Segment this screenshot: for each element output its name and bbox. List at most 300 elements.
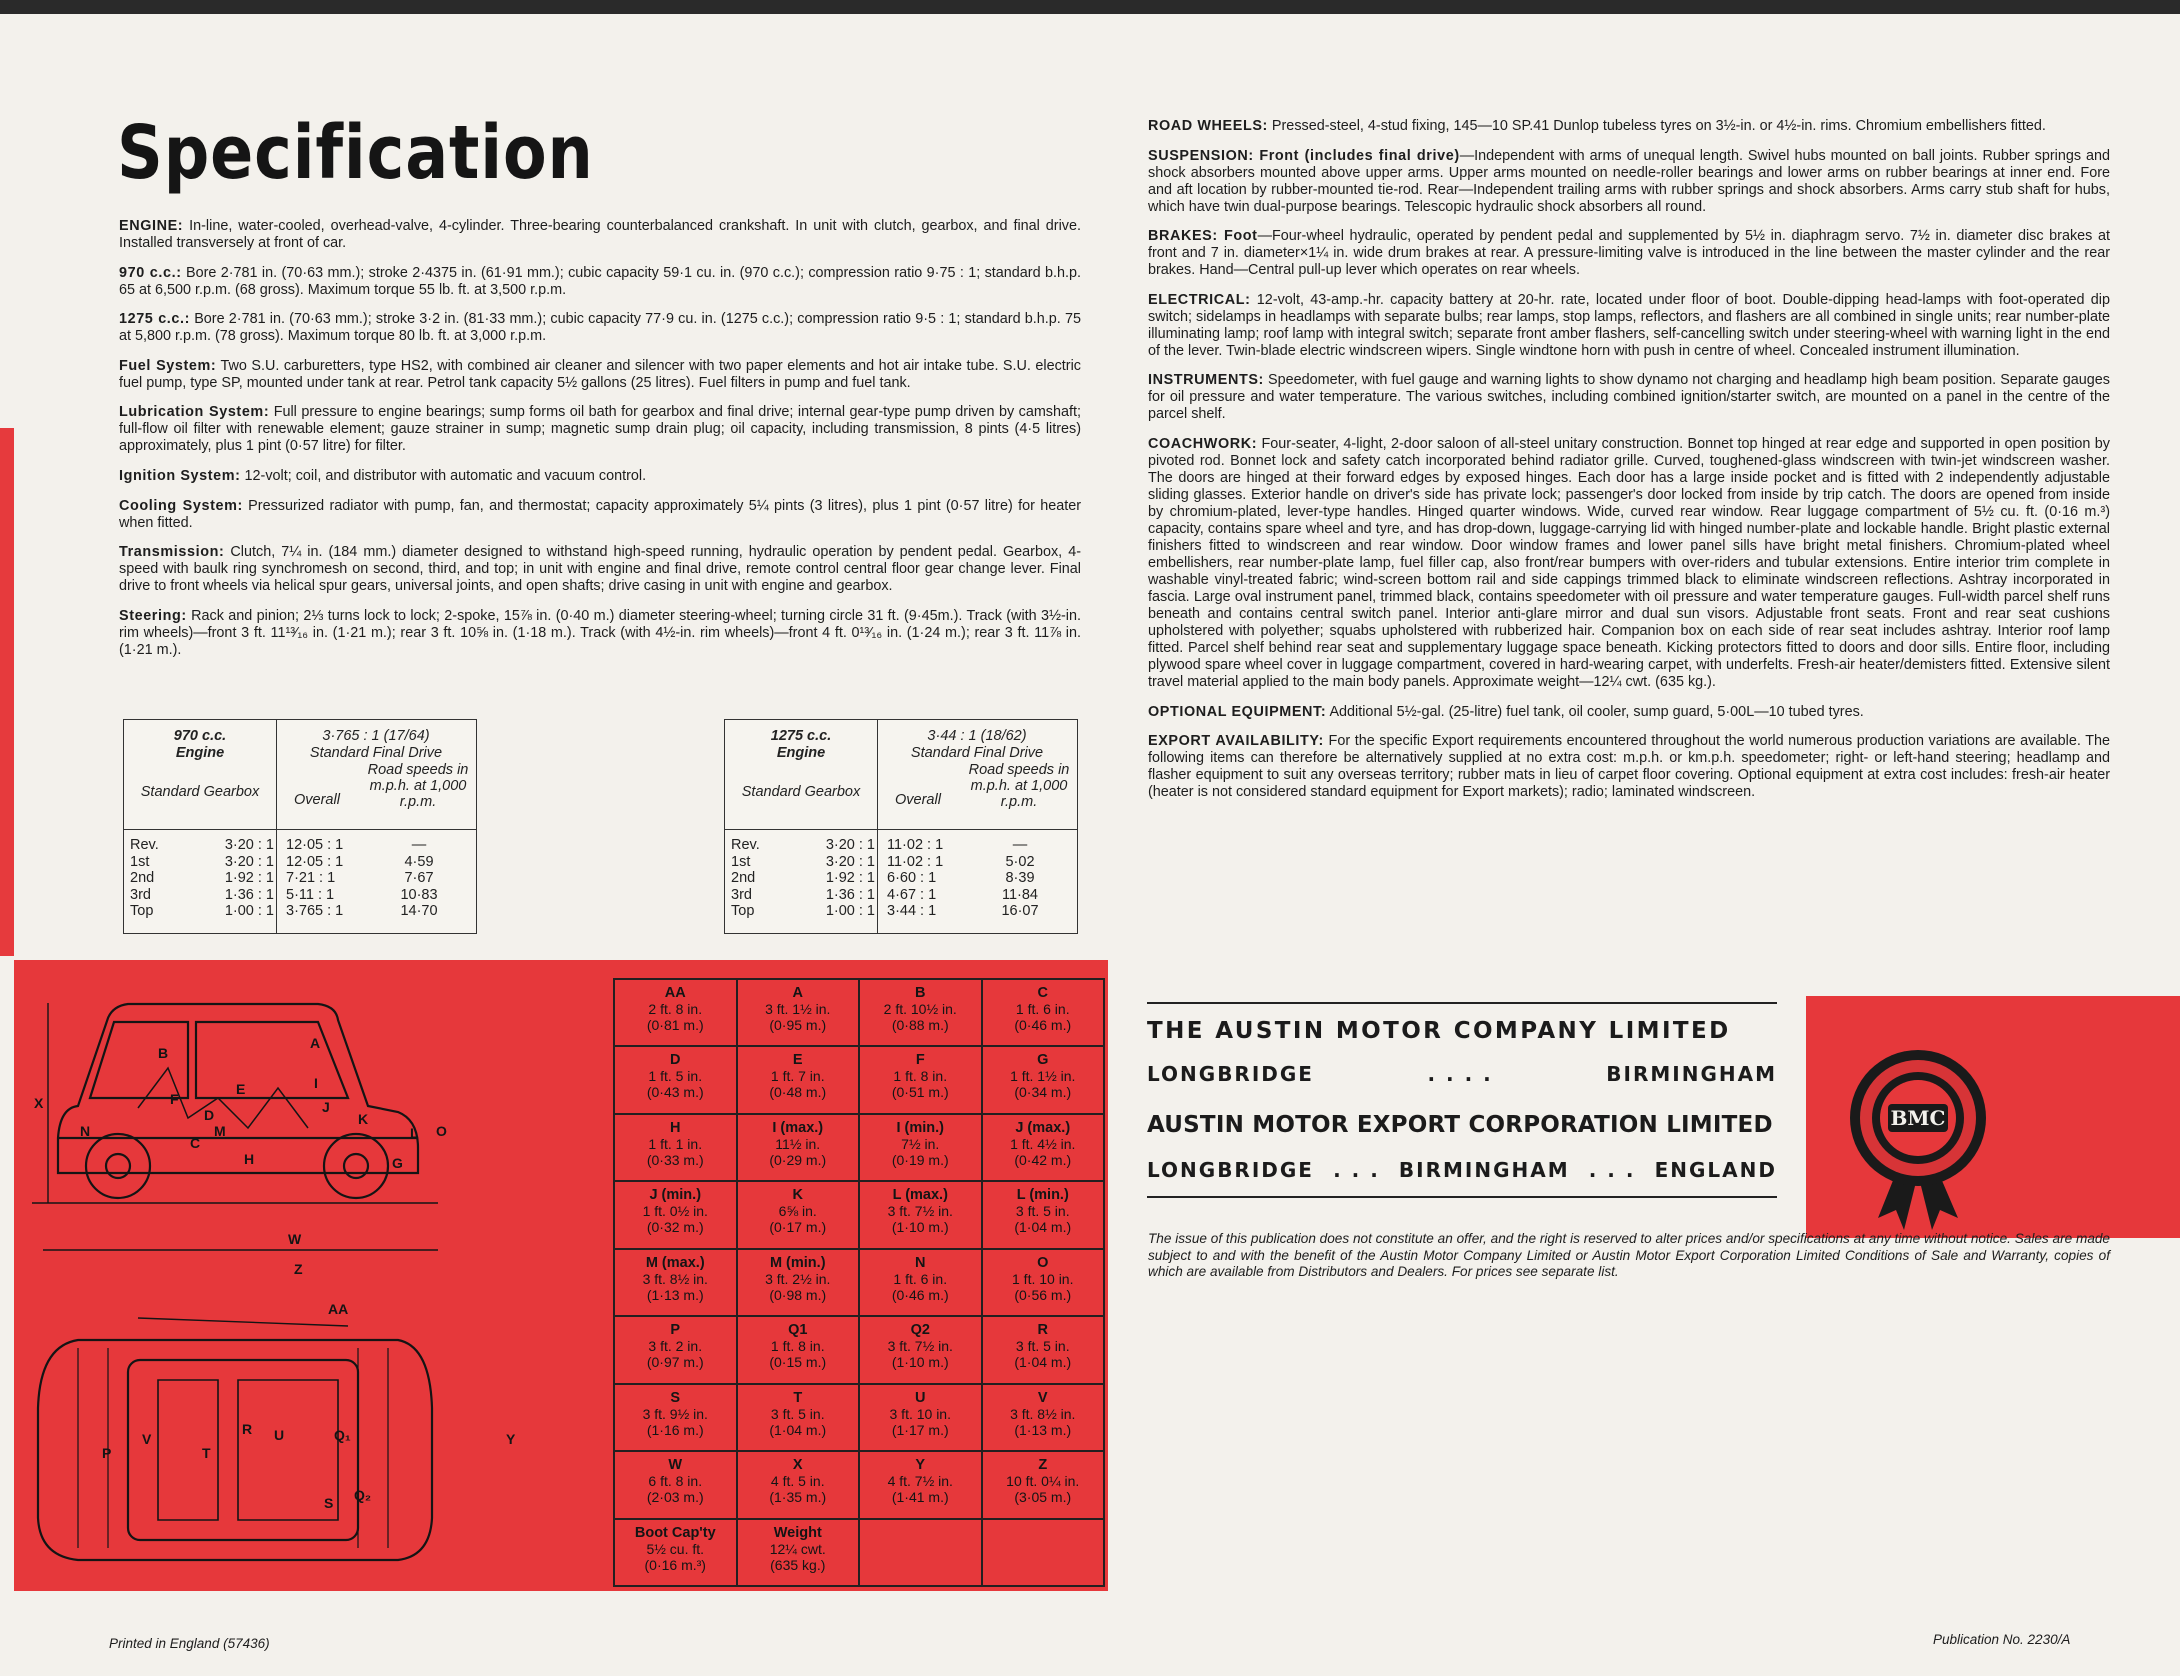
table-row	[731, 837, 1073, 854]
dimension-code: D	[670, 1052, 681, 1069]
dimension-value: (0·46 m.)	[1014, 1017, 1072, 1033]
road-speed: 10·83	[400, 886, 438, 903]
drawing-label: S	[324, 1495, 334, 1511]
spec-text: In-line, water-cooled, overhead-valve, 4-cylinder. Three-bearing counterbalanced crankshaft. In unit with clutch, gearbox, and final drive. Installed transversely at front of car.	[119, 218, 1081, 251]
road-speed: 5·02	[1005, 853, 1035, 870]
spec-paragraph	[1148, 148, 2110, 216]
dimension-value: 3 ft. 2 in.	[648, 1338, 703, 1355]
dimension-value: (1·35 m.)	[769, 1489, 827, 1506]
dimension-cell	[738, 1385, 859, 1450]
spec-text: —Four-wheel hydraulic, operated by pendent pedal and supplemented by 5½ in. diaphragm servo. 7½ in. diameter disc brakes at front and 7 in. diameter×1¼ in. wide drum brakes at rear. A pressure-limiting valve is introduced in the line between the master cylinder and the rear brakes. Hand—Central pull-up lever which operates on rear wheels.	[1148, 228, 2111, 279]
dimension-value: 4 ft. 7½ in.	[887, 1473, 953, 1490]
side-window-1	[90, 1022, 188, 1098]
table-divider	[725, 829, 1077, 830]
dimension-code: P	[670, 1322, 681, 1339]
dimension-cell	[983, 1317, 1104, 1382]
dimension-cell	[615, 1250, 736, 1315]
dimension-value: (1·04 m.)	[769, 1421, 827, 1438]
dimension-code: Q1	[788, 1322, 808, 1339]
dimension-value: 1 ft. 8 in.	[770, 1338, 825, 1355]
dimension-value: 3 ft. 10 in.	[889, 1405, 951, 1422]
gearbox-ratio: 1·36 : 1	[224, 886, 274, 903]
dimension-value: 2 ft. 8 in.	[648, 1001, 703, 1017]
dimension-value: 10 ft. 0¼ in.	[1006, 1473, 1080, 1490]
dimension-code: O	[1037, 1254, 1049, 1271]
gear-name: 2nd	[731, 870, 756, 886]
dimension-code: S	[670, 1389, 681, 1406]
dimension-value: (0·15 m.)	[769, 1354, 827, 1371]
drawing-label: L	[410, 1125, 419, 1141]
location-city: BIRMINGHAM	[1398, 1158, 1570, 1182]
spec-heading: ROAD WHEELS:	[1148, 118, 1268, 134]
dimension-value: (0·95 m.)	[769, 1017, 827, 1033]
dimension-value: 1 ft. 4½ in.	[1010, 1135, 1076, 1152]
dimension-cell	[983, 1520, 1104, 1585]
spec-paragraph	[1148, 704, 2110, 721]
dimension-cell	[738, 980, 859, 1045]
bmc-rosette-logo	[1806, 996, 2180, 1238]
dimension-value: 3 ft. 5 in.	[1015, 1338, 1070, 1355]
dimension-value: 11½ in.	[775, 1135, 821, 1152]
overall-ratio: 12·05 : 1	[286, 837, 344, 853]
dimension-value: (0·42 m.)	[1014, 1151, 1072, 1168]
table-row	[130, 837, 472, 854]
dimensions-table	[613, 978, 1105, 1587]
overall-ratio: 3·44 : 1	[887, 903, 937, 919]
drawing-label: R	[242, 1421, 253, 1437]
spec-text: —Independent with arms of unequal length. Swivel hubs mounted on ball joints. Rubber springs and shock absorbers mounted above upper arms. Upper arms mounted on needle-roller bearings and lower arms on rubber bearings at inner end. Fore and aft location by rubber-mounted tie-rod. Rear—Independent trailing arms with rubber springs and shock absorbers. Arms carry stub shaft for hubs, which have twin dual-purpose bearings. Telescopic hydraulic shock absorbers all round.	[1148, 147, 2110, 215]
gear-name: 2nd	[130, 870, 155, 886]
location-city: BIRMINGHAM	[1606, 1062, 1777, 1086]
drawing-label: P	[102, 1445, 112, 1461]
overall-ratio: 12·05 : 1	[286, 853, 344, 870]
overall-ratio: 6·60 : 1	[887, 870, 937, 886]
dimension-value: 7½ in.	[901, 1135, 940, 1152]
gearbox-ratio: 3·20 : 1	[224, 837, 274, 853]
road-speed: 4·59	[404, 853, 434, 870]
overall-heading: Overall	[294, 792, 340, 808]
dimension-value: (0·81 m.)	[646, 1017, 704, 1033]
dimension-code: Z	[1038, 1457, 1048, 1474]
car-dimension-drawing	[18, 988, 608, 1578]
spec-text: Bore 2·781 in. (70·63 mm.); stroke 2·4375 in. (61·91 mm.); cubic capacity 59·1 cu. in. (970 c.c.); compression ratio 9·75 : 1; standard b.h.p. 65 at 6,500 r.p.m. (68 gross). Maximum torque 55 lb. ft. at 3,500 r.p.m.	[119, 264, 1081, 298]
spec-heading: Transmission:	[119, 544, 225, 561]
gearbox-ratio: 3·20 : 1	[825, 837, 875, 853]
spec-paragraph	[1148, 292, 2110, 360]
spec-paragraph	[1148, 118, 2110, 135]
printed-in: Printed in England (57436)	[109, 1636, 270, 1651]
spec-heading: SUSPENSION: Front (includes final drive)	[1148, 147, 1460, 164]
dimension-cell	[615, 1520, 736, 1585]
road-speed: 16·07	[1001, 903, 1039, 919]
dimension-cell	[615, 1047, 736, 1112]
table-row	[130, 887, 472, 904]
spec-paragraph	[119, 544, 1081, 595]
dimension-value: (2·03 m.)	[646, 1489, 704, 1506]
gear-name: Top	[130, 903, 154, 919]
table-row	[130, 854, 472, 871]
dimension-cell	[738, 1250, 859, 1315]
spec-text: Pressed-steel, 4-stud fixing, 145—10 SP.41 Dunlop tubeless tyres on 3½-in. or 4½-in. rims. Chromium embellishers fitted.	[1267, 118, 2046, 134]
gearbox-ratio: 3·20 : 1	[224, 853, 274, 870]
dimension-value: 1 ft. 1 in.	[648, 1135, 703, 1152]
gear-name: Rev.	[731, 837, 760, 853]
dimension-value: 3 ft. 8½ in.	[642, 1270, 708, 1287]
table-row	[731, 870, 1073, 887]
road-speed: 11·84	[1001, 886, 1038, 903]
spec-paragraph	[119, 468, 1081, 485]
company-location	[1147, 1062, 1777, 1086]
road-speed: —	[411, 837, 427, 853]
dimension-cell	[983, 1385, 1104, 1450]
dimension-code: A	[792, 985, 803, 1001]
dimension-code: I (max.)	[772, 1119, 824, 1136]
standard-gearbox-heading: Standard Gearbox	[741, 784, 861, 800]
front-wheel	[86, 1134, 150, 1198]
spec-text: Bore 2·781 in. (70·63 mm.); stroke 3·2 in. (81·33 mm.); cubic capacity 77·9 cu. in. (1275 c.c.); compression ratio 9·5 : 1; standard b.h.p. 75 at 5,800 r.p.m. (78 gross). Maximum torque 80 lb. ft. at 3,000 r.p.m.	[119, 311, 1081, 345]
dimension-value: (0·51 m.)	[891, 1084, 949, 1101]
gearbox-ratio: 1·92 : 1	[825, 870, 875, 886]
road-speeds-heading: Road speeds in m.p.h. at 1,000 r.p.m.	[968, 762, 1070, 810]
spec-heading: Ignition System:	[119, 467, 241, 484]
final-drive-label: Standard Final Drive	[309, 745, 443, 761]
publication-number: Publication No. 2230/A	[1933, 1632, 2071, 1647]
spec-paragraph	[119, 404, 1081, 455]
dimension-cell	[615, 1115, 736, 1180]
dimension-value: (1·13 m.)	[646, 1286, 704, 1303]
spec-text: Pressurized radiator with pump, fan, and thermostat; capacity approximately 5¼ pints (3 litres), plus 1 pint (0·57 litre) for heater when fitted.	[119, 497, 1081, 531]
dimension-value: (1·13 m.)	[1014, 1421, 1072, 1438]
location-dots: . . .	[1333, 1158, 1380, 1182]
spec-heading: Steering:	[119, 607, 187, 624]
spec-heading: BRAKES: Foot	[1148, 228, 1258, 245]
dimension-code: C	[1037, 985, 1048, 1001]
spec-paragraph	[119, 358, 1081, 392]
dimension-value: (0·33 m.)	[646, 1151, 704, 1168]
drawing-label: I	[314, 1075, 318, 1091]
dimension-cell	[615, 1317, 736, 1382]
red-edge-tab	[0, 428, 14, 956]
dimension-value: (0·17 m.)	[769, 1219, 827, 1236]
dimension-cell	[983, 980, 1104, 1045]
dimension-cell	[738, 1115, 859, 1180]
dimension-code: I (min.)	[896, 1119, 945, 1136]
road-speed: 7·67	[404, 870, 434, 886]
spec-paragraph	[1148, 733, 2110, 801]
engine-word: Engine	[776, 745, 826, 761]
final-drive-ratio: 3·44 : 1 (18/62)	[927, 728, 1027, 744]
dimension-value: (0·56 m.)	[1014, 1286, 1072, 1303]
dimension-value: 3 ft. 9½ in.	[642, 1405, 708, 1422]
drawing-label: J	[322, 1099, 330, 1115]
dimension-value: 5½ cu. ft.	[646, 1540, 705, 1557]
dimension-code: L (min.)	[1016, 1187, 1069, 1204]
drawing-label: AA	[328, 1301, 349, 1317]
spec-text: Two S.U. carburetters, type HS2, with combined air cleaner and silencer with two paper elements and hot air intake tube. S.U. electric fuel pump, type SP, mounted under tank at rear. Petrol tank capacity 5½ gallons (25 litres). Fuel filters in pump and fuel tank.	[119, 357, 1081, 391]
dimension-value: 1 ft. 8 in.	[893, 1068, 948, 1085]
overall-ratio: 11·02 : 1	[887, 837, 944, 853]
drawing-label: Z	[294, 1261, 303, 1277]
dimension-value: (1·04 m.)	[1014, 1219, 1072, 1236]
dimension-cell	[860, 1250, 981, 1315]
dimension-value: 4 ft. 5 in.	[770, 1473, 825, 1490]
overall-ratio: 5·11 : 1	[286, 886, 335, 903]
divider	[1147, 1002, 1777, 1004]
dimension-code: H	[670, 1119, 681, 1136]
drawing-label: A	[310, 1035, 321, 1051]
spec-paragraph	[119, 265, 1081, 299]
rear-wheel	[324, 1134, 388, 1198]
drawing-label: Y	[506, 1431, 516, 1447]
overall-ratio: 4·67 : 1	[887, 886, 937, 903]
dimension-value: 3 ft. 2½ in.	[765, 1270, 831, 1287]
dimension-code: M (max.)	[645, 1254, 705, 1271]
dimension-cell	[738, 1047, 859, 1112]
drawing-label: H	[244, 1151, 255, 1167]
engine-heading	[124, 728, 276, 762]
spec-text: Full pressure to engine bearings; sump forms oil bath for gearbox and final drive; internal gear-type pump driven by camshaft; full-flow oil filter with renewable element; gauze strainer in sump; magnetic sump drain plug; oil capacity, including transmission, 8 pints (4·5 litres) approximately, plus 1 pint (0·57 litre) for filter.	[119, 404, 1082, 455]
dimension-code: J (max.)	[1015, 1119, 1071, 1136]
spec-heading: ENGINE:	[119, 218, 184, 234]
divider	[1147, 1196, 1777, 1198]
drawing-label: N	[80, 1123, 91, 1139]
spec-text: Four-seater, 4-light, 2-door saloon of all-steel unitary construction. Bonnet top hinged at rear edge and supported in open position by pivoted rod. Bonnet lock and safety catch incorporated behind radiator grille. Curved, toughened-glass windscreen with twin-jet windscreen washer. The doors are hinged at their forward edges by exposed hinges. Each door has a large inside pocket and is fitted with 2 independently adjustable sliding glasses. Exterior handle on driver's side has private lock; passenger's door locked from inside by trip catch. The doors are opened from inside by chromium-plated, lever-type handles. Hinged quarter windows. Wide, curved rear window. Rear luggage compartment of 5½ cu. ft. (0·16 m.³) capacity, contains spare wheel and tyre, and has drop-down, luggage-carrying lid with hinged number-plate and lockable handle. Bright plastic external finishers fitted to windscreen and rear window. Door window frames and lower panel sills have bright metal finishers. Chromium-plated wheel embellishers, rear number-plate lamp, fuel filler cap, also front/rear bumpers with over-riders and tubular extensions. Entire interior trim complete in washable vinyl-treated fabric; wind-screen bottom rail and side cappings trimmed black to eliminate windscreen reflections. Ashtray incorporated in fascia. Large oval instrument panel, trimmed black, contains speedometer with oil pressure and water temperature gauges. Full-width parcel shelf runs beneath and contains central switch panel. Interior anti-glare mirror and dual sun visors. Adjustable front seats. Front and rear seat cushions upholstered with polyether; squabs upholstered with rubberized hair. Companion box on each side of rear seat includes ashtray. Interior roof lamp fitted. Parcel shelf behind rear seat and supplementary luggage space beneath. Kicking protectors fitted to doors and door sills. Entire floor, including plywood spare wheel cover in luggage compartment, covered in hard-wearing carpet, with underfelts. Fresh-air heater/demisters fitted. Extensive silent travel material applied to the main body panels. Approximate weight—12¼ cwt. (635 kg.).	[1148, 435, 2110, 690]
dimension-value: 3 ft. 1½ in.	[765, 1001, 831, 1017]
gearbox-ratio: 1·00 : 1	[224, 903, 274, 919]
drawing-label: F	[170, 1091, 179, 1107]
dimension-value: (1·04 m.)	[1014, 1354, 1072, 1371]
dimension-code: K	[792, 1187, 803, 1204]
table-row	[731, 903, 1073, 920]
spec-heading: COACHWORK:	[1148, 435, 1258, 452]
dimension-cell	[983, 1115, 1104, 1180]
drawing-label: M	[214, 1123, 226, 1139]
gear-name: 3rd	[731, 886, 752, 903]
dimension-code: Weight	[773, 1524, 822, 1541]
dimension-value: 3 ft. 7½ in.	[887, 1203, 953, 1220]
bmc-badge-text: BMC	[1890, 1106, 1946, 1130]
spec-paragraph	[1148, 228, 2110, 279]
dimension-value: (0·97 m.)	[646, 1354, 704, 1371]
final-drive-label: Standard Final Drive	[910, 745, 1044, 761]
gear-rows	[130, 837, 472, 920]
top-view-roof	[128, 1360, 358, 1540]
standard-gearbox-heading: Standard Gearbox	[140, 784, 260, 800]
dimension-value: 1 ft. 10 in.	[1012, 1270, 1074, 1287]
drawing-label: E	[236, 1081, 246, 1097]
location-town: LONGBRIDGE	[1147, 1158, 1314, 1182]
location-country: ENGLAND	[1654, 1158, 1777, 1182]
drawing-label: C	[190, 1135, 201, 1151]
right-spec-column	[1148, 118, 2110, 814]
drawing-label: O	[436, 1123, 447, 1139]
dimension-value: 6 ft. 8 in.	[648, 1473, 703, 1490]
dimension-value: 1 ft. 0½ in.	[642, 1203, 708, 1220]
table-divider	[124, 829, 476, 830]
spec-paragraph	[119, 608, 1081, 659]
dimension-code: M (min.)	[769, 1254, 826, 1271]
drawing-label: X	[34, 1095, 44, 1111]
spec-heading: INSTRUMENTS:	[1148, 372, 1264, 389]
table-row	[130, 903, 472, 920]
dimension-cell	[738, 1452, 859, 1517]
location-dots: . . . .	[1427, 1062, 1493, 1086]
location-town: LONGBRIDGE	[1147, 1062, 1314, 1086]
dimension-value: (0·16 m.³)	[644, 1556, 706, 1573]
dimension-cell	[860, 1047, 981, 1112]
dimension-value: 1 ft. 6 in.	[1015, 1001, 1070, 1017]
dimension-code: N	[915, 1254, 926, 1271]
top-view-body	[38, 1340, 432, 1560]
dimension-code: R	[1037, 1322, 1048, 1339]
gear-name: 3rd	[130, 886, 151, 903]
dimension-cell	[615, 1385, 736, 1450]
spec-paragraph	[1148, 372, 2110, 423]
page-title: Specification	[117, 110, 594, 196]
gear-rows	[731, 837, 1073, 920]
dimension-cell	[615, 980, 736, 1045]
overall-ratio: 3·765 : 1	[286, 903, 344, 919]
dimension-code: L (max.)	[892, 1187, 948, 1204]
spec-paragraph	[119, 498, 1081, 532]
spec-text: 12-volt, 43-amp.-hr. capacity battery at 20-hr. rate, located under floor of boot. Double-dipping head-lamps with foot-operated dip switch; sidelamps in headlamps with separate bulbs; rear lamps, stop lamps, reflectors, and flashers are all combined in single units; rear number-plate illuminating lamp; roof lamp with integral switch; separate front amber flashers, self-cancelling switch under steering-wheel with warning light in the end of the lever. Twin-blade electric windscreen wipers. Single windtone horn with push in centre of wheel. Concealed instrument illumination.	[1148, 291, 2110, 359]
table-row	[731, 854, 1073, 871]
gearbox-ratio: 1·92 : 1	[224, 870, 274, 886]
overall-ratio: 11·02 : 1	[887, 853, 944, 870]
final-drive-heading	[877, 728, 1077, 762]
dimension-cell	[860, 1115, 981, 1180]
disclaimer: The issue of this publication does not constitute an offer, and the right is reserved to alter prices and/or specifications at any time without notice. Sales are made subject to and with the benefit of the Austin Motor Company Limited or Austin Motor Export Corporation Limited Conditions of Sale and Warranty, copies of which are available from Distributors and Dealers. For prices see separate list.	[1148, 1231, 2110, 1279]
dimension-value: (635 kg.)	[770, 1556, 826, 1573]
dimension-value: (1·17 m.)	[891, 1421, 949, 1438]
dimension-value: 1 ft. 1½ in.	[1010, 1068, 1076, 1085]
spec-heading: OPTIONAL EQUIPMENT:	[1148, 703, 1327, 720]
drawing-label: B	[158, 1045, 169, 1061]
drawing-label: V	[142, 1431, 152, 1447]
engine-size: 970 c.c.	[173, 728, 227, 744]
gearbox-ratio: 3·20 : 1	[825, 853, 875, 870]
drawing-label: Q₁	[334, 1427, 351, 1443]
spec-paragraph	[119, 311, 1081, 345]
dimension-value: 3 ft. 8½ in.	[1010, 1405, 1076, 1422]
dimension-value: 3 ft. 7½ in.	[887, 1338, 953, 1355]
gearbox-ratio: 1·36 : 1	[825, 886, 875, 903]
spec-heading: Lubrication System:	[119, 404, 270, 421]
road-speed: —	[1012, 837, 1028, 853]
dimension-value: (0·98 m.)	[769, 1286, 827, 1303]
dimension-cell	[738, 1182, 859, 1247]
dimension-cell	[983, 1047, 1104, 1112]
spec-heading: Cooling System:	[119, 497, 243, 514]
dimension-value: (0·19 m.)	[891, 1151, 949, 1168]
final-drive-heading	[276, 728, 476, 762]
spec-paragraph	[1148, 436, 2110, 691]
dimension-value: (0·32 m.)	[646, 1219, 704, 1236]
spec-heading: EXPORT AVAILABILITY:	[1148, 733, 1324, 750]
gear-name: 1st	[731, 853, 751, 870]
dimension-value: (0·43 m.)	[646, 1084, 704, 1101]
dimension-cell	[860, 1182, 981, 1247]
drawing-label: K	[358, 1111, 369, 1127]
dimension-value: 3 ft. 5 in.	[770, 1405, 825, 1422]
dimension-code: Q2	[910, 1322, 930, 1339]
spec-text: Clutch, 7¼ in. (184 mm.) diameter designed to withstand high-speed running, hydraulic operation by pendent pedal. Gearbox, 4-speed with baulk ring synchromesh on second, third, and top; in unit with engine and final drive, remote control central floor gear change lever. Final drive to front wheels via helical spur gears, universal joints, and open shafts; drive casing in unit with engine and gearbox.	[119, 544, 1081, 595]
gear-name: Top	[731, 903, 755, 919]
drawing-label: T	[202, 1445, 211, 1461]
spec-heading: 1275 c.c.:	[119, 311, 190, 328]
dimension-value: (0·46 m.)	[891, 1286, 949, 1303]
gear-table-970	[123, 719, 477, 934]
final-drive-ratio: 3·765 : 1 (17/64)	[322, 728, 430, 744]
spec-text: Additional 5½-gal. (25-litre) fuel tank, oil cooler, sump guard, 5·00L—10 tubed tyres.	[1326, 703, 1864, 720]
dimension-value: (1·16 m.)	[646, 1421, 704, 1438]
spec-text: Rack and pinion; 2⅓ turns lock to lock; 2-spoke, 15⅞ in. (0·40 m.) diameter steering-wheel; turning circle 31 ft. (9·45m.). Track (with 3½-in. rim wheels)—front 3 ft. 11¹³⁄₁₆ in. (1·21 m.); rear 3 ft. 10⅝ in. (1·18 m.). Track (with 4½-in. rim wheels)—front 4 ft. 0¹³⁄₁₆ in. (1·24 m.); rear 3 ft. 11⅞ in. (1·21 m.).	[119, 607, 1081, 658]
dimension-cell	[615, 1182, 736, 1247]
dimension-code: E	[792, 1052, 803, 1069]
dimension-code: W	[668, 1457, 683, 1474]
dimension-code: T	[793, 1389, 803, 1406]
dimension-value: 6⅝ in.	[778, 1203, 817, 1220]
dimension-cell	[615, 1452, 736, 1517]
dimension-value: 2 ft. 10½ in.	[883, 1001, 957, 1017]
dimension-cell	[860, 980, 981, 1045]
dimension-code: J (min.)	[649, 1187, 702, 1204]
dimension-value: (0·88 m.)	[891, 1017, 949, 1033]
side-window-2	[196, 1022, 348, 1098]
export-company-location	[1147, 1158, 1777, 1182]
table-row	[130, 870, 472, 887]
dimension-value: 3 ft. 5 in.	[1015, 1203, 1070, 1220]
dimension-code: AA	[664, 985, 686, 1001]
dimension-value: (1·10 m.)	[891, 1354, 949, 1371]
road-speed: 14·70	[400, 903, 438, 919]
spec-heading: 970 c.c.:	[119, 264, 182, 281]
engine-heading	[725, 728, 877, 762]
table-row	[731, 887, 1073, 904]
dimension-cell	[860, 1452, 981, 1517]
dimension-value: 12¼ cwt.	[769, 1540, 826, 1557]
dimension-cell	[738, 1317, 859, 1382]
dimension-value: (1·41 m.)	[891, 1489, 949, 1506]
dimension-code: B	[915, 985, 926, 1001]
dimension-cell	[983, 1182, 1104, 1247]
dimension-code: V	[1037, 1389, 1048, 1406]
drawing-label: D	[204, 1107, 215, 1123]
engine-word: Engine	[175, 745, 225, 761]
company-name: THE AUSTIN MOTOR COMPANY LIMITED	[1147, 1018, 1731, 1044]
dimension-code: X	[792, 1457, 803, 1474]
dimension-code: G	[1037, 1052, 1049, 1069]
dimension-value: (0·29 m.)	[769, 1151, 827, 1168]
dimension-value: 1 ft. 6 in.	[893, 1270, 948, 1287]
top-border	[0, 0, 2180, 14]
drawing-label: G	[392, 1155, 403, 1171]
location-dots: . . .	[1588, 1158, 1636, 1182]
drawing-label: Q₂	[354, 1487, 372, 1503]
dimension-cell	[860, 1385, 981, 1450]
overall-heading: Overall	[895, 792, 941, 808]
dimension-cell	[860, 1520, 981, 1585]
export-company-name: AUSTIN MOTOR EXPORT CORPORATION LIMITED	[1147, 1112, 1773, 1138]
drawing-label: U	[274, 1427, 285, 1443]
gear-name: Rev.	[130, 837, 159, 853]
dimension-code: Boot Cap'ty	[634, 1524, 716, 1541]
spec-text: 12-volt; coil, and distributor with automatic and vacuum control.	[240, 467, 647, 484]
dimension-value: 1 ft. 5 in.	[648, 1068, 703, 1085]
road-speed: 8·39	[1005, 870, 1035, 886]
dimension-cell	[983, 1250, 1104, 1315]
spec-text: For the specific Export requirements encountered throughout the world numerous production variations are available. The following items can therefore be alternatively supplied at no extra cost: m.p.h. or km.p.h. speedometer; right- or left-hand steering; headlamp and flasher equipment to suit any overseas territory; rubber mats in lieu of carpet floor covering. Optional equipment at extra cost includes: fresh-air heater (heater is not considered standard equipment for Export markets); radio; laminated windscreen.	[1148, 733, 2111, 801]
